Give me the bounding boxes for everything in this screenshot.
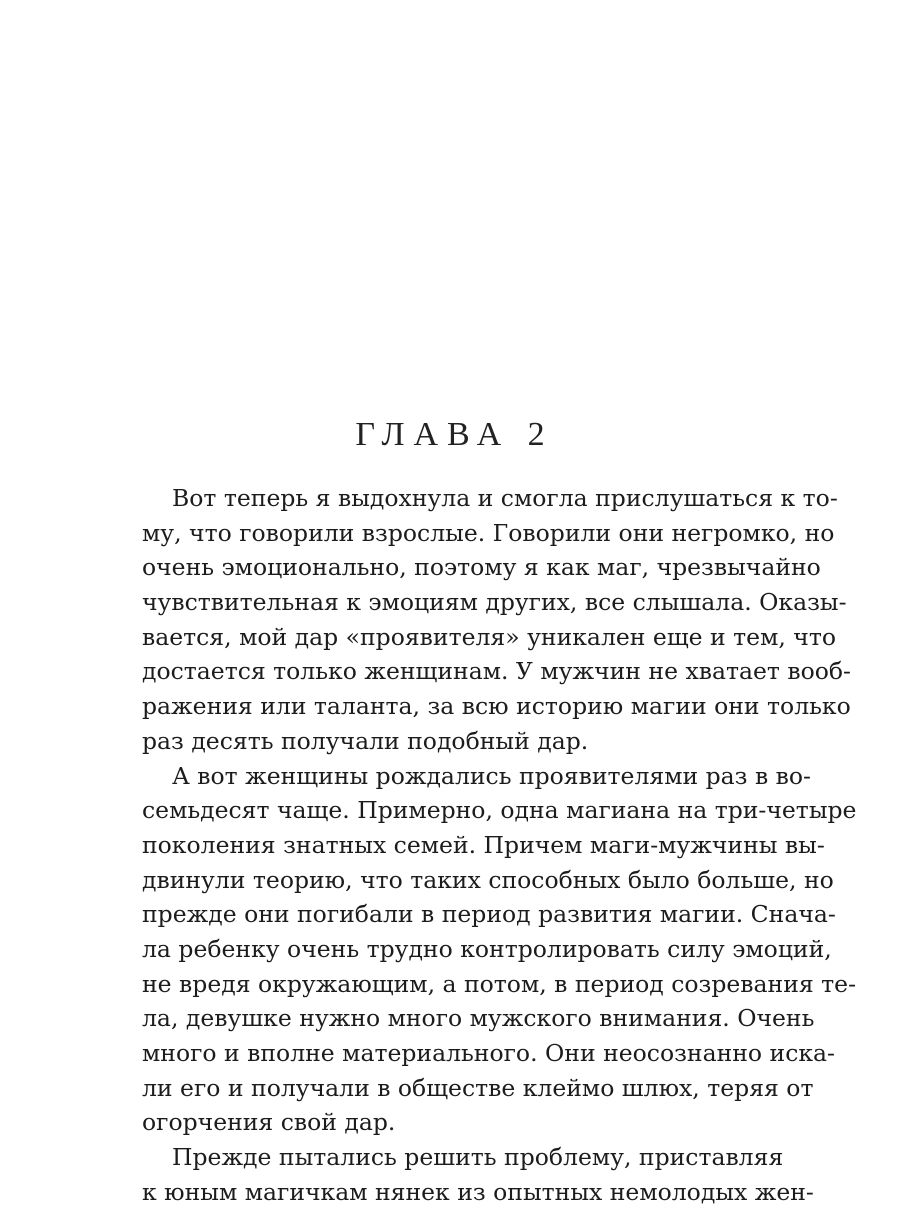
text-line: му, что говорили взрослые. Говорили они негромко, но	[142, 518, 835, 547]
text-line: поколения знатных семей. Причем маги-мужчины вы-	[142, 830, 825, 859]
chapter-title: ГЛАВА 2	[355, 416, 554, 453]
text-line: ли его и получали в обществе клеймо шлюх, теряя от	[142, 1073, 814, 1102]
text-line: А вот женщины рождались проявителями раз в во-	[172, 761, 811, 790]
text-line: двинули теорию, что таких способных было больше, но	[142, 865, 834, 894]
text-line: вается, мой дар «проявителя» уникален еще и тем, что	[142, 622, 836, 651]
text-line: чувствительная к эмоциям других, все слышала. Оказы-	[142, 588, 847, 617]
text-line: ла ребенку очень трудно контролировать силу эмоций,	[142, 934, 832, 963]
text-line: Вот теперь я выдохнула и смогла прислушаться к то-	[172, 484, 838, 512]
body-text	[142, 481, 857, 1209]
text-line: много и вполне материального. Они неосознанно иска-	[142, 1039, 835, 1067]
text-line: раз десять получали подобный дар.	[142, 726, 589, 755]
text-line: прежде они погибали в период развития магии. Снача-	[142, 900, 836, 929]
text-line: к юным магичкам нянек из опытных немолодых жен-	[142, 1177, 814, 1206]
text-line: ла, девушке нужно много мужского внимания. Очень	[142, 1004, 815, 1033]
text-line: ражения или таланта, за всю историю магии они только	[142, 692, 851, 721]
text-line: очень эмоционально, поэтому я как маг, чрезвычайно	[142, 553, 821, 582]
text-line: достается только женщинам. У мужчин не хватает вооб-	[142, 657, 851, 686]
text-line: семьдесят чаще. Примерно, одна магиана на три-четыре	[142, 796, 857, 825]
text-line: Прежде пытались решить проблему, приставляя	[172, 1143, 784, 1172]
text-line: огорчения свой дар.	[142, 1108, 396, 1137]
text-line: не вредя окружающим, а потом, в период созревания те-	[142, 969, 857, 998]
